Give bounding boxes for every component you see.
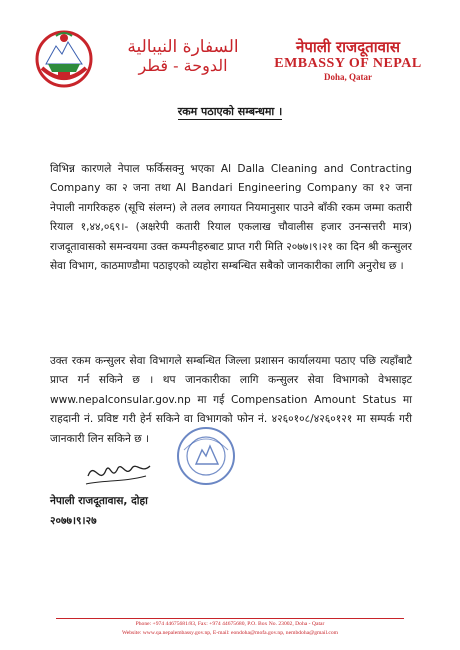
body-paragraph-2: उक्त रकम कन्सुलर सेवा विभागले सम्बन्धित जिल्ला प्रशासन कार्यालयमा पठाए पछि त्यहाँबाटै प्राप्त गर्न सकिने छ । थप जानकारीका लागि कन्सुलर सेवा विभागको वेभसाइट www.nepalconsular.gov.np मा गई Compensation Amount Status मा राहदानी नं. प्रविष्ट गरी हेर्न सकिने वा विभागको फोन नं. ४२६०१०८/४२६०१२१ मा सम्पर्क गरी जानकारी लिन सकिने छ । [50, 355, 412, 445]
embassy-city: Doha, Qatar [324, 72, 372, 82]
letter-subject [0, 104, 460, 119]
footer-divider [56, 618, 404, 619]
signatory-office: नेपाली राजदूतावास, दोहा [50, 495, 148, 507]
nepali-embassy-name: नेपाली राजदूतावास [296, 38, 400, 56]
english-embassy-name: EMBASSY OF NEPAL [274, 56, 422, 71]
handwritten-signature [84, 456, 154, 492]
embassy-stamp-icon [174, 424, 238, 488]
arabic-embassy-name: السفارة النيبالية [127, 37, 239, 57]
footer-web-line: Website: www.qa.nepalembassy.gov.np, E-mail: eondoha@mofa.gov.np, nembdoha@gmail.com [121, 630, 339, 636]
body-paragraph-1: विभिन्न कारणले नेपाल फर्किसक्नु भएका Al Dalla Cleaning and Contracting Company का २ जना तथा Al Bandari Engineering Company का १२ जना नेपाली नागरिकहरु (सूचि संलग्न) ले तलव लगायत नियमानुसार पाउने बाँकी रकम जम्मा कतारी रियाल १,४४,०६९।- (अक्षरेपी कतारी रियाल एकलाख चौवालीस हजार उनन्सत्तरी मात्र) राजदूतावासको समन्वयमा उक्त कम्पनीहरुबाट प्राप्त गरी मिति २०७७।९।२१ का दिन श्री कन्सुलर सेवा विभाग, काठमाण्डौमा पठाइएको व्यहोरा सम्बन्धित सबैको जानकारीका लागि अनुरोध छ । [50, 163, 412, 273]
letter-date: २०७७।९।२७ [50, 515, 97, 527]
arabic-city-name: الدوحة - قطر [138, 56, 228, 75]
footer-contact-line: Phone: +974 44675681/83, Fax: +974 44675680, P.O. Box No. 23002, Doha - Qatar [135, 621, 325, 627]
nepal-coat-of-arms-icon [34, 28, 94, 90]
subject-text: रकम पठाएको सम्बन्धमा । [177, 105, 283, 118]
